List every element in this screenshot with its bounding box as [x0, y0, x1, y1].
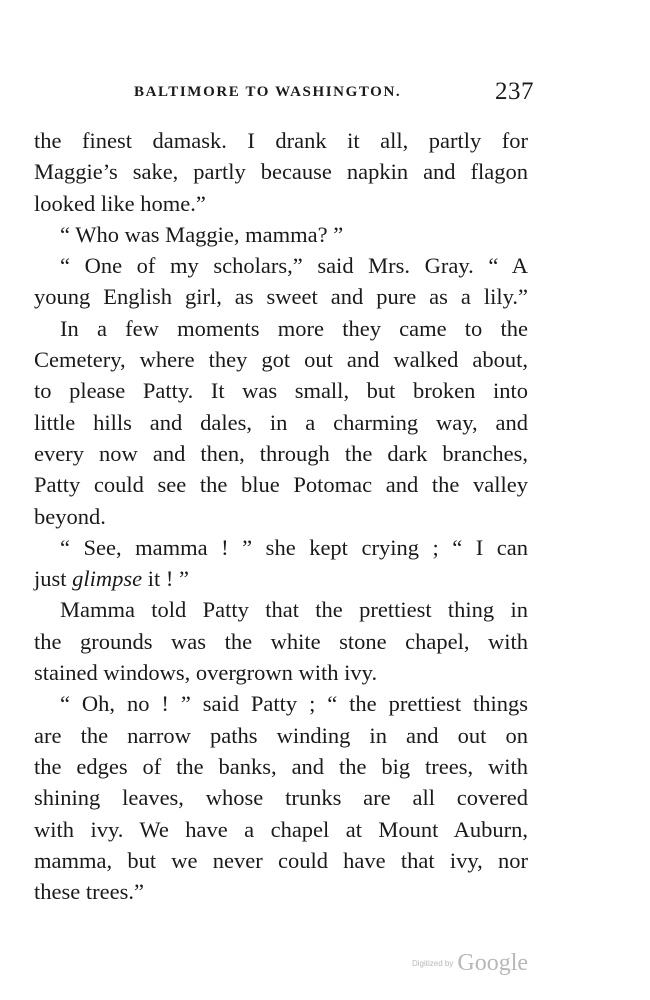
text-line: young English girl, as sweet and pure as a lily.” [34, 284, 528, 310]
body-text [34, 125, 528, 907]
page-number: 237 [495, 78, 534, 105]
text-line: “ Who was Maggie, mamma? ” [60, 221, 344, 247]
text-line: the finest damask. I drank it all, partly for [34, 128, 528, 153]
text-line: every now and then, through the dark branches, [34, 440, 528, 466]
text-line: the edges of the banks, and the big trees, with [34, 753, 528, 779]
text-line [34, 563, 528, 594]
text-line: “ See, mamma ! ” she kept crying ; “ I can [60, 534, 528, 560]
text-line: the grounds was the white stone chapel, with [34, 628, 528, 654]
italic-word: glimpse [72, 566, 143, 592]
text-line: these trees.” [34, 879, 144, 905]
text-line: Patty could see the blue Potomac and the valley [34, 472, 528, 498]
text-line: In a few moments more they came to the [60, 315, 528, 341]
text-line: Maggie’s sake, partly because napkin and flagon [34, 159, 528, 185]
text-line: stained windows, overgrown with ivy. [34, 660, 378, 686]
text-run: it ! ” [142, 566, 189, 592]
text-line: mamma, but we never could have that ivy, nor [34, 847, 528, 873]
text-line: are the narrow paths winding in and out on [34, 722, 528, 748]
google-watermark [412, 950, 528, 977]
text-line: “ Oh, no ! ” said Patty ; “ the prettiest things [60, 691, 528, 717]
text-line: little hills and dales, in a charming way, and [34, 409, 528, 435]
text-line: to please Patty. It was small, but broken into [34, 378, 528, 404]
text-run: just [34, 566, 73, 592]
text-line: “ One of my scholars,” said Mrs. Gray. “ A [60, 253, 528, 279]
running-title: BALTIMORE TO WASHINGTON. [134, 84, 402, 100]
text-line: Cemetery, where they got out and walked about, [34, 347, 528, 373]
running-head [34, 78, 534, 108]
watermark-prefix: Digitized by [412, 959, 454, 968]
text-line: shining leaves, whose trunks are all covered [34, 785, 528, 811]
watermark-brand: Google [457, 950, 529, 976]
text-line: Mamma told Patty that the prettiest thing in [60, 597, 528, 623]
text-line: beyond. [34, 503, 106, 529]
text-line: looked like home.” [34, 190, 206, 216]
text-line: with ivy. We have a chapel at Mount Auburn, [34, 816, 528, 842]
